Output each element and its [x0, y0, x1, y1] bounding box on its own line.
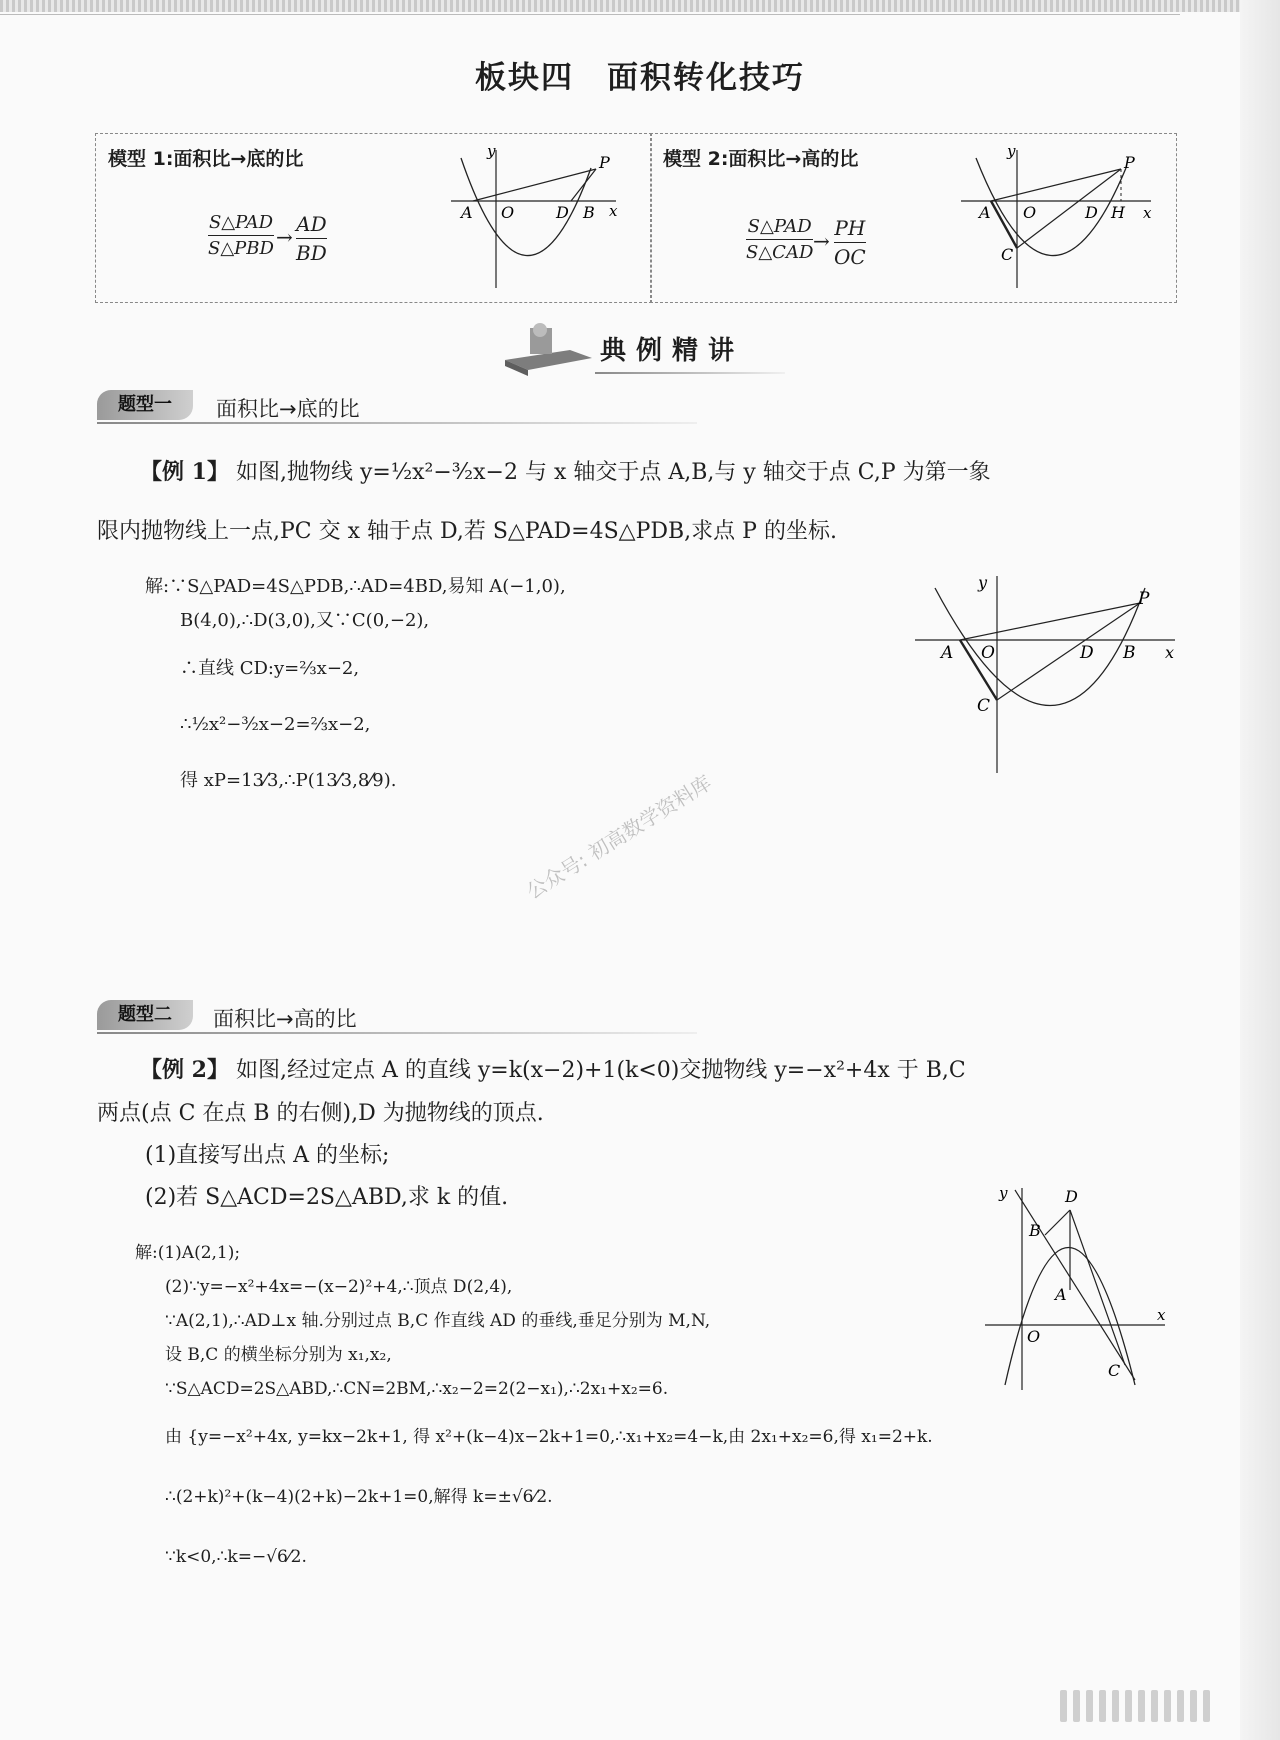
model1-arrow: →: [276, 225, 293, 249]
ex1-point-p: P: [1138, 589, 1150, 609]
section-title: 板块四 面积转化技巧: [475, 60, 805, 96]
model1-ratio-fraction: AD BD: [296, 212, 327, 265]
type2-badge: 题型二: [97, 1000, 193, 1030]
model2-ratio-fraction: PH OC: [834, 216, 866, 269]
example2-line1: [140, 1050, 966, 1091]
model2-x-label: x: [1143, 204, 1152, 222]
model1-point-o: O: [501, 203, 515, 222]
model2-point-o: O: [1023, 203, 1037, 222]
ex2-point-b: B: [1029, 1221, 1041, 1240]
model2-graph: [951, 138, 1161, 298]
solution2-line: ∴(2+k)²+(k−4)(2+k)−2k+1=0,解得 k=±√6⁄2.: [165, 1487, 553, 1507]
solution1-line: 得 xP=13⁄3,∴P(13⁄3,8⁄9).: [180, 770, 397, 791]
solution2-line: 解:(1)A(2,1);: [135, 1243, 241, 1263]
page-edge-marks: [1060, 1690, 1260, 1730]
solution2-line: ∵A(2,1),∴AD⊥x 轴.分别过点 B,C 作直线 AD 的垂线,垂足分别为 M,N,: [165, 1311, 711, 1331]
example1-line1: [140, 452, 991, 493]
model1-graph: [441, 138, 641, 298]
model2-arrow: →: [813, 229, 830, 253]
solution1-line: B(4,0),∴D(3,0),又∵C(0,−2),: [180, 610, 430, 631]
type1-badge: 题型一: [97, 390, 193, 420]
model1-box: [95, 133, 652, 303]
ex1-x-label: x: [1165, 643, 1175, 662]
ex2-y-label: y: [999, 1184, 1008, 1202]
solution2-line: (2)∵y=−x²+4x=−(x−2)²+4,∴顶点 D(2,4),: [165, 1277, 513, 1297]
ex1-point-d: D: [1080, 643, 1094, 663]
ex2-point-d: D: [1065, 1187, 1078, 1206]
solution2-line: 由 {y=−x²+4x, y=kx−2k+1, 得 x²+(k−4)x−2k+1=0,∴x₁+x₂=4−k,由 2x₁+x₂=6,得 x₁=2+k.: [165, 1427, 933, 1447]
solution2-line: 设 B,C 的横坐标分别为 x₁,x₂,: [165, 1345, 392, 1365]
watermark: 公众号: 初高数学资料库: [522, 770, 716, 904]
model1-point-p: P: [599, 153, 610, 172]
model2-point-h: H: [1111, 203, 1125, 222]
model1-x-label: x: [609, 202, 618, 220]
solution2-line: ∵S△ACD=2S△ABD,∴CN=2BM,∴x₂−2=2(2−x₁),∴2x₁+x₂=6.: [165, 1379, 669, 1399]
example1-graph: [915, 568, 1185, 778]
example2-line2: 两点(点 C 在点 B 的右侧),D 为抛物线的顶点.: [97, 1101, 544, 1126]
ex2-point-c: C: [1108, 1361, 1121, 1380]
ex1-point-c: C: [977, 696, 991, 716]
top-rule: [0, 14, 1180, 15]
example2-graph: [985, 1180, 1175, 1400]
solution1-line: ∴½x²−³⁄₂x−2=⅔x−2,: [180, 714, 371, 735]
model1-point-b: B: [583, 203, 595, 222]
example1-text-1: 如图,抛物线 y=½x²−³⁄₂x−2 与 x 轴交于点 A,B,与 y 轴交于点 C,P 为第一象: [235, 460, 991, 485]
banner-title: 典例精讲: [600, 336, 745, 366]
banner-icon: [500, 320, 600, 380]
ex1-point-b: B: [1123, 643, 1136, 663]
solution1-line: ∴直线 CD:y=⅔x−2,: [180, 658, 360, 679]
solution2: [135, 1236, 933, 1574]
model2-area-fraction: S△PAD S△CAD: [746, 216, 814, 263]
example2-q2: (2)若 S△ACD=2S△ABD,求 k 的值.: [145, 1185, 509, 1210]
model2-point-p: P: [1124, 153, 1135, 172]
example1-tag: 【例 1】: [140, 459, 229, 485]
ex2-x-label: x: [1157, 1306, 1166, 1324]
solution1: [145, 570, 566, 798]
model2-box: [650, 133, 1177, 303]
example2-q1: (1)直接写出点 A 的坐标;: [145, 1143, 390, 1168]
model2-point-c: C: [1001, 245, 1014, 264]
page-edge-shadow: [1240, 0, 1280, 1740]
type1-title: 面积比→底的比: [216, 397, 360, 421]
model2-y-label: y: [1007, 142, 1016, 160]
model1-point-d: D: [556, 203, 569, 222]
example2-tag: 【例 2】: [140, 1057, 229, 1083]
examples-banner: [500, 320, 790, 380]
model1-y-label: y: [487, 142, 496, 160]
example2-text-1: 如图,经过定点 A 的直线 y=k(x−2)+1(k<0)交抛物线 y=−x²+4x 于 B,C: [235, 1058, 966, 1083]
ex1-point-a: A: [941, 643, 954, 663]
ex1-point-o: O: [981, 643, 995, 663]
model1-label: 模型 1:面积比→底的比: [108, 148, 304, 170]
solution2-line: ∵k<0,∴k=−√6⁄2.: [165, 1547, 307, 1567]
model2-label: 模型 2:面积比→高的比: [663, 148, 859, 170]
type2-title: 面积比→高的比: [213, 1007, 357, 1031]
ex2-point-o: O: [1027, 1327, 1041, 1346]
ex1-y-label: y: [978, 573, 988, 592]
model1-area-fraction: S△PAD S△PBD: [208, 212, 274, 259]
example1-line2: 限内抛物线上一点,PC 交 x 轴于点 D,若 S△PAD=4S△PDB,求点 P 的坐标.: [97, 519, 837, 544]
model1-point-a: A: [461, 203, 473, 222]
model2-point-d: D: [1085, 203, 1098, 222]
ex2-point-a: A: [1055, 1285, 1067, 1304]
model2-point-a: A: [979, 203, 991, 222]
solution1-line: 解:∵S△PAD=4S△PDB,∴AD=4BD,易知 A(−1,0),: [145, 576, 566, 597]
top-border: [0, 0, 1280, 12]
